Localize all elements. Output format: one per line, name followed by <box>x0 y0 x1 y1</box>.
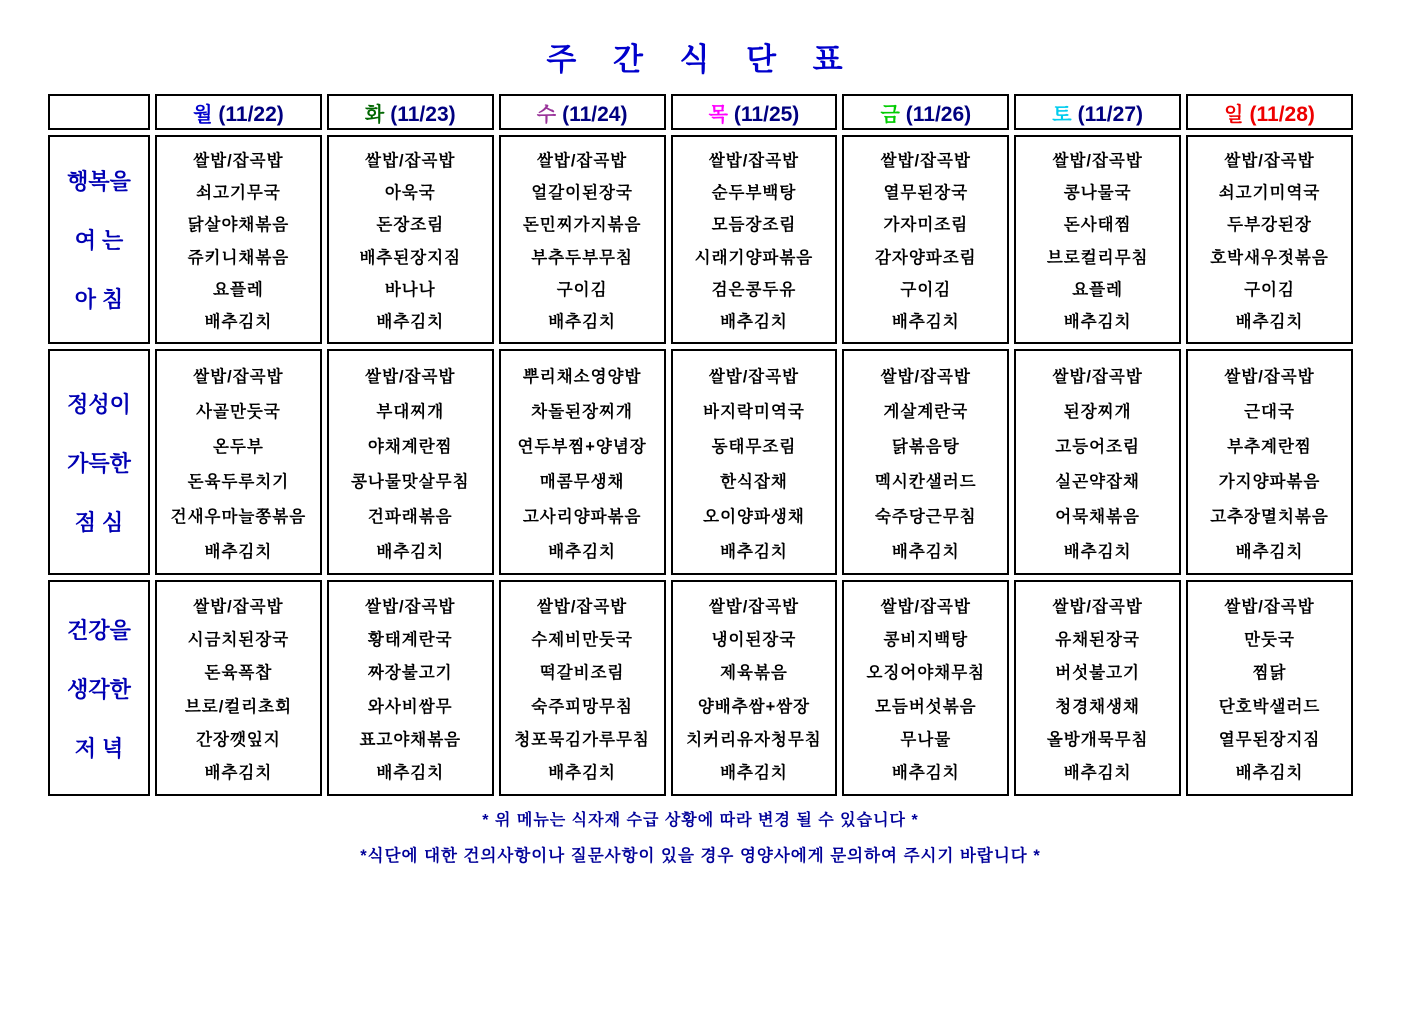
menu-item: 쇠고기무국 <box>196 184 281 203</box>
day-char: 수 <box>536 103 557 126</box>
meal-row-lunch <box>48 349 1353 575</box>
meal-label-lunch <box>48 349 150 575</box>
weekly-menu-table <box>43 89 1358 801</box>
menu-item: 콩나물국 <box>1063 184 1132 203</box>
menu-cell-breakfast-일 <box>1186 135 1353 344</box>
menu-cell-dinner-목 <box>671 580 838 796</box>
menu-cell-stack <box>501 137 664 342</box>
meal-label-line: 행복을 <box>67 169 131 194</box>
menu-item: 근대국 <box>1244 402 1295 421</box>
menu-cell-stack <box>844 351 1007 573</box>
menu-item: 수제비만둣국 <box>531 630 633 649</box>
menu-cell-dinner-월 <box>155 580 322 796</box>
menu-item: 멕시칸샐러드 <box>874 472 977 491</box>
menu-item: 부추계란찜 <box>1227 437 1312 456</box>
menu-cell-stack <box>329 351 492 573</box>
menu-item: 콩나물맛살무침 <box>350 472 470 491</box>
menu-item: 배추김치 <box>548 542 616 561</box>
menu-cell-lunch-일 <box>1186 349 1353 575</box>
menu-item: 배추김치 <box>891 542 960 561</box>
menu-item: 쌀밥/잡곡밥 <box>1052 597 1143 616</box>
menu-item: 부대찌개 <box>376 402 445 421</box>
menu-item: 감자양파조림 <box>874 248 977 267</box>
menu-item: 시래기양파볶음 <box>694 248 814 267</box>
menu-item: 쌀밥/잡곡밥 <box>880 597 971 616</box>
menu-item: 배추김치 <box>720 312 788 331</box>
menu-cell-lunch-토 <box>1014 349 1181 575</box>
menu-item: 쌀밥/잡곡밥 <box>708 152 800 171</box>
menu-item: 청경채생채 <box>1055 697 1140 716</box>
menu-item: 매콤무생채 <box>539 472 625 491</box>
menu-cell-stack <box>1188 582 1351 794</box>
menu-item: 구이김 <box>556 280 608 299</box>
day-char: 일 <box>1224 103 1244 126</box>
meal-label-line: 생각한 <box>67 676 131 702</box>
menu-cell-dinner-화 <box>327 580 494 796</box>
menu-item: 배추김치 <box>1063 542 1132 561</box>
menu-item: 부추두부무침 <box>531 248 633 267</box>
menu-cell-stack <box>157 582 320 794</box>
menu-item: 닭볶음탕 <box>891 437 960 456</box>
meal-label-line: 점 심 <box>74 509 124 535</box>
menu-cell-breakfast-목 <box>671 135 838 344</box>
menu-cell-stack <box>329 137 492 342</box>
meal-label-breakfast <box>48 135 150 344</box>
meal-label-line: 정성이 <box>67 391 131 417</box>
menu-item: 쌀밥/잡곡밥 <box>365 597 456 616</box>
menu-item: 고추장멸치볶음 <box>1210 507 1329 526</box>
day-date: (11/27) <box>1077 102 1143 126</box>
menu-cell-lunch-월 <box>155 349 322 575</box>
menu-item: 요플레 <box>213 280 264 299</box>
day-char: 월 <box>193 103 213 126</box>
menu-item: 건새우마늘쫑볶음 <box>170 507 307 526</box>
menu-item: 쌀밥/잡곡밥 <box>1224 152 1315 171</box>
meal-label-line: 여 는 <box>74 228 124 253</box>
meal-label-line: 건강을 <box>67 617 131 643</box>
menu-cell-stack <box>501 351 664 573</box>
menu-item: 열무된장지짐 <box>1218 730 1321 749</box>
meal-label-line: 아 침 <box>74 287 124 312</box>
menu-item: 한식잡채 <box>720 472 788 491</box>
menu-item: 오이양파생채 <box>703 507 805 526</box>
menu-cell-stack <box>1016 351 1179 573</box>
menu-item: 배추김치 <box>376 312 445 331</box>
day-date: (11/22) <box>218 102 284 126</box>
menu-cell-dinner-일 <box>1186 580 1353 796</box>
menu-item: 와사비쌈무 <box>367 697 453 716</box>
menu-item: 청포묵김가루무침 <box>514 730 650 749</box>
corner-cell <box>48 94 150 130</box>
menu-item: 쌀밥/잡곡밥 <box>1052 367 1143 386</box>
day-header-일 <box>1186 94 1353 130</box>
meal-label-line: 저 녁 <box>74 735 124 761</box>
menu-item: 배추김치 <box>720 764 788 783</box>
menu-cell-stack <box>1016 582 1179 794</box>
menu-item: 만둣국 <box>1244 630 1295 649</box>
day-header-월 <box>155 94 322 130</box>
menu-item: 쌀밥/잡곡밥 <box>536 152 628 171</box>
menu-item: 배추김치 <box>204 764 273 783</box>
menu-item: 올방개묵무침 <box>1046 730 1149 749</box>
menu-item: 숙주당근무침 <box>874 507 977 526</box>
menu-cell-stack <box>844 582 1007 794</box>
menu-cell-breakfast-수 <box>499 135 666 344</box>
day-header-금 <box>842 94 1009 130</box>
day-header-수 <box>499 94 666 130</box>
menu-item: 순두부백탕 <box>711 184 797 203</box>
menu-item: 배추김치 <box>1235 542 1304 561</box>
menu-item: 열무된장국 <box>883 184 969 203</box>
menu-item: 가지양파볶음 <box>1218 472 1321 491</box>
menu-item: 오징어야채무침 <box>866 664 986 683</box>
header-row <box>48 94 1353 130</box>
menu-item: 건파래볶음 <box>367 507 453 526</box>
day-char: 금 <box>880 103 900 126</box>
menu-item: 동태무조림 <box>711 437 797 456</box>
menu-table-body <box>48 135 1353 796</box>
footer-note-2: *식단에 대한 건의사항이나 질문사항이 있을 경우 영양사에게 문의하여 주시기 바랍니다 * <box>360 847 1041 865</box>
menu-item: 콩비지백탕 <box>883 630 969 649</box>
day-char: 화 <box>364 103 385 126</box>
menu-item: 닭살야채볶음 <box>187 216 290 235</box>
menu-item: 요플레 <box>1072 280 1124 299</box>
day-header-목 <box>671 94 838 130</box>
menu-item: 브로/컬리초회 <box>184 697 293 716</box>
menu-cell-lunch-화 <box>327 349 494 575</box>
menu-item: 배추김치 <box>204 542 273 561</box>
menu-item: 연두부찜+양념장 <box>517 437 647 456</box>
menu-cell-stack <box>157 351 320 573</box>
menu-item: 게살계란국 <box>883 402 969 421</box>
meal-row-dinner <box>48 580 1353 796</box>
day-date: (11/24) <box>562 102 628 126</box>
menu-item: 사골만둣국 <box>196 402 281 421</box>
menu-item: 쌀밥/잡곡밥 <box>708 597 800 616</box>
menu-item: 구이김 <box>900 280 952 299</box>
menu-item: 치커리유자청무침 <box>686 730 822 749</box>
menu-item: 쌀밥/잡곡밥 <box>193 597 284 616</box>
day-date: (11/26) <box>905 102 972 126</box>
menu-item: 배추김치 <box>1063 764 1132 783</box>
menu-item: 바나나 <box>384 280 436 299</box>
menu-cell-stack <box>1188 137 1351 342</box>
menu-cell-lunch-수 <box>499 349 666 575</box>
day-date: (11/23) <box>390 102 456 126</box>
menu-item: 아욱국 <box>384 184 436 203</box>
menu-item: 어묵채볶음 <box>1055 507 1140 526</box>
menu-cell-stack <box>673 137 836 342</box>
menu-item: 된장찌개 <box>1063 402 1132 421</box>
menu-cell-dinner-금 <box>842 580 1009 796</box>
day-date: (11/28) <box>1249 102 1315 126</box>
menu-item: 검은콩두유 <box>711 280 797 299</box>
menu-item: 찜닭 <box>1252 664 1287 683</box>
menu-cell-stack <box>157 137 320 342</box>
menu-item: 뿌리채소영양밥 <box>522 367 642 386</box>
menu-item: 배추김치 <box>204 312 273 331</box>
menu-item: 유채된장국 <box>1055 630 1140 649</box>
menu-item: 양배추쌈+쌈장 <box>697 697 811 716</box>
meal-row-breakfast <box>48 135 1353 344</box>
menu-item: 배추된장지짐 <box>359 248 462 267</box>
menu-item: 단호박샐러드 <box>1218 697 1321 716</box>
menu-item: 얼갈이된장국 <box>531 184 633 203</box>
menu-item: 쌀밥/잡곡밥 <box>1224 597 1315 616</box>
menu-item: 두부강된장 <box>1227 216 1312 235</box>
menu-item: 쥬키니채볶음 <box>187 248 290 267</box>
menu-item: 야채계란찜 <box>367 437 453 456</box>
day-header-화 <box>327 94 494 130</box>
menu-item: 쌀밥/잡곡밥 <box>880 152 971 171</box>
menu-item: 실곤약잡채 <box>1055 472 1140 491</box>
menu-item: 황태계란국 <box>367 630 453 649</box>
menu-cell-stack <box>329 582 492 794</box>
day-char: 목 <box>708 103 728 126</box>
menu-item: 쇠고기미역국 <box>1218 184 1321 203</box>
menu-item: 짜장불고기 <box>367 664 453 683</box>
menu-cell-breakfast-월 <box>155 135 322 344</box>
menu-cell-breakfast-토 <box>1014 135 1181 344</box>
menu-item: 쌀밥/잡곡밥 <box>880 367 971 386</box>
menu-item: 돈사태찜 <box>1063 216 1132 235</box>
menu-item: 고사리양파볶음 <box>522 507 642 526</box>
menu-item: 모듬버섯볶음 <box>874 697 977 716</box>
menu-item: 쌀밥/잡곡밥 <box>708 367 800 386</box>
menu-item: 고등어조림 <box>1055 437 1140 456</box>
menu-item: 쌀밥/잡곡밥 <box>1052 152 1143 171</box>
menu-item: 배추김치 <box>548 764 616 783</box>
menu-item: 시금치된장국 <box>187 630 290 649</box>
menu-item: 제육볶음 <box>720 664 788 683</box>
menu-item: 쌀밥/잡곡밥 <box>536 597 628 616</box>
menu-item: 쌀밥/잡곡밥 <box>1224 367 1315 386</box>
meal-label-dinner <box>48 580 150 796</box>
menu-item: 온두부 <box>213 437 264 456</box>
menu-cell-lunch-목 <box>671 349 838 575</box>
menu-cell-stack <box>501 582 664 794</box>
menu-item: 배추김치 <box>548 312 616 331</box>
menu-item: 돈육폭찹 <box>204 664 273 683</box>
menu-item: 배추김치 <box>720 542 788 561</box>
menu-item: 호박새우젓볶음 <box>1210 248 1329 267</box>
menu-item: 숙주피망무침 <box>531 697 633 716</box>
menu-item: 차돌된장찌개 <box>531 402 633 421</box>
menu-item: 표고야채볶음 <box>359 730 462 749</box>
menu-item: 돈육두루치기 <box>187 472 290 491</box>
menu-cell-stack <box>844 137 1007 342</box>
menu-item: 돈장조림 <box>376 216 445 235</box>
meal-label-line: 가득한 <box>67 450 131 476</box>
footer-note-1: * 위 메뉴는 식자재 수급 상황에 따라 변경 될 수 있습니다 * <box>482 812 919 829</box>
menu-item: 쌀밥/잡곡밥 <box>193 152 284 171</box>
menu-cell-dinner-토 <box>1014 580 1181 796</box>
menu-item: 배추김치 <box>1235 312 1304 331</box>
menu-cell-stack <box>673 351 836 573</box>
menu-item: 무나물 <box>900 730 952 749</box>
menu-item: 배추김치 <box>1063 312 1132 331</box>
menu-item: 쌀밥/잡곡밥 <box>193 367 284 386</box>
menu-cell-lunch-금 <box>842 349 1009 575</box>
menu-cell-dinner-수 <box>499 580 666 796</box>
menu-cell-breakfast-금 <box>842 135 1009 344</box>
page-title: 주 간 식 단 표 <box>546 42 857 77</box>
footer-notes <box>43 807 1358 866</box>
menu-item: 구이김 <box>1244 280 1295 299</box>
menu-cell-stack <box>1016 137 1179 342</box>
menu-item: 바지락미역국 <box>703 402 805 421</box>
menu-item: 간장깻잎지 <box>196 730 281 749</box>
day-date: (11/25) <box>733 102 800 126</box>
menu-item: 배추김치 <box>1235 764 1304 783</box>
menu-cell-stack <box>673 582 836 794</box>
day-char: 토 <box>1052 103 1072 126</box>
menu-item: 쌀밥/잡곡밥 <box>365 367 456 386</box>
menu-item: 배추김치 <box>891 764 960 783</box>
menu-item: 브로컬리무침 <box>1046 248 1149 267</box>
menu-item: 돈민찌가지볶음 <box>522 216 642 235</box>
menu-item: 배추김치 <box>376 542 445 561</box>
menu-item: 배추김치 <box>891 312 960 331</box>
day-header-토 <box>1014 94 1181 130</box>
menu-item: 쌀밥/잡곡밥 <box>365 152 456 171</box>
menu-item: 냉이된장국 <box>711 630 797 649</box>
menu-item: 배추김치 <box>376 764 445 783</box>
menu-item: 모듬장조림 <box>711 216 797 235</box>
menu-cell-stack <box>1188 351 1351 573</box>
menu-item: 가자미조림 <box>883 216 969 235</box>
menu-cell-breakfast-화 <box>327 135 494 344</box>
menu-item: 버섯불고기 <box>1055 664 1140 683</box>
menu-item: 떡갈비조림 <box>539 664 625 683</box>
